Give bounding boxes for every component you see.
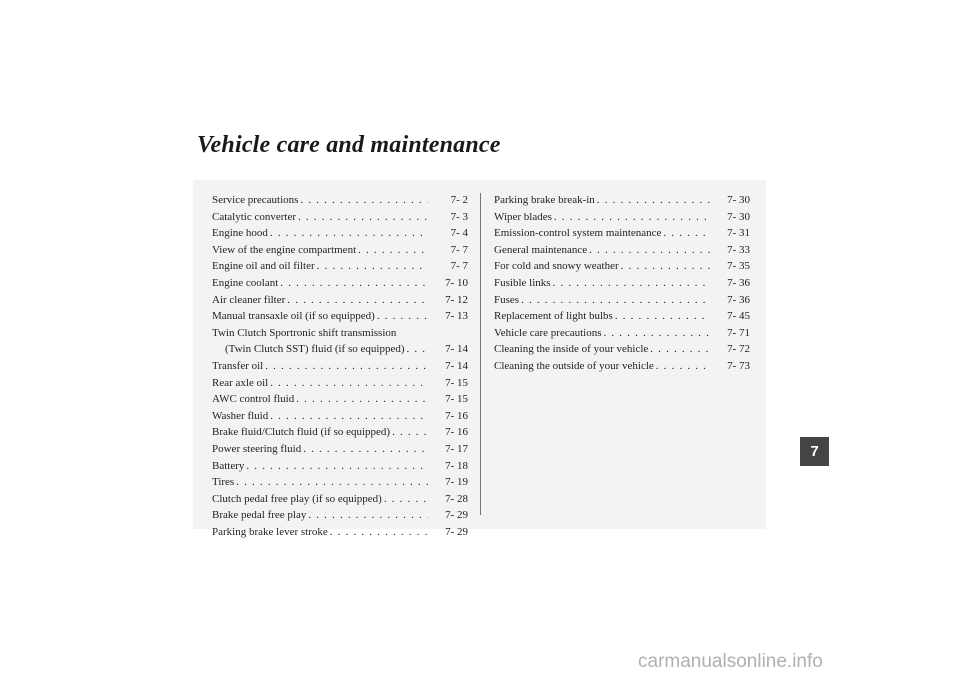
dot-leader: [554, 209, 710, 226]
toc-entry-page: 7- 71: [727, 326, 750, 339]
toc-entry-page: 7- 12: [445, 293, 468, 306]
dot-leader: [663, 225, 710, 242]
dot-leader: [280, 275, 428, 292]
toc-entry[interactable]: [494, 192, 750, 209]
dot-leader: [270, 225, 428, 242]
toc-entry[interactable]: [494, 242, 750, 259]
dot-leader: [392, 424, 428, 441]
toc-entry[interactable]: [494, 292, 750, 309]
dot-leader: [270, 375, 428, 392]
dot-leader: [407, 341, 429, 358]
toc-entry-page: 7- 28: [445, 492, 468, 505]
toc-entry-page: 7- 19: [445, 476, 468, 489]
dot-leader: [597, 192, 710, 209]
toc-entry-page: 7- 3: [450, 210, 468, 223]
toc-entry-page: 7- 29: [445, 525, 468, 538]
toc-entry-page: 7- 73: [727, 359, 750, 372]
toc-entry[interactable]: [494, 325, 750, 342]
dot-leader: [650, 341, 710, 358]
dot-leader: [621, 258, 710, 275]
toc-entry[interactable]: [212, 441, 468, 458]
toc-entry-label: Brake pedal free play: [212, 509, 307, 522]
toc-entry[interactable]: [212, 507, 468, 524]
dot-leader: [377, 308, 428, 325]
dot-leader: [270, 408, 428, 425]
dot-leader: [604, 325, 711, 342]
dot-leader: [384, 491, 428, 508]
dot-leader: [358, 242, 428, 259]
toc-left-column: [212, 192, 468, 540]
toc-entry[interactable]: [212, 308, 468, 325]
toc-entry[interactable]: [494, 209, 750, 226]
toc-entry-label: Battery: [212, 459, 245, 472]
toc-entry[interactable]: [212, 225, 468, 242]
toc-entry-label: Brake fluid/Clutch fluid (if so equipped): [212, 426, 391, 439]
toc-entry-page: 7- 14: [445, 343, 468, 356]
toc-entry-heading-line[interactable]: [212, 325, 468, 342]
dot-leader: [553, 275, 710, 292]
toc-entry-page: 7- 36: [727, 293, 750, 306]
toc-entry-page: 7- 16: [445, 409, 468, 422]
toc-entry-label: Washer fluid: [212, 409, 269, 422]
toc-entry-label: Clutch pedal free play (if so equipped): [212, 492, 382, 505]
toc-entry[interactable]: [212, 524, 468, 541]
toc-entry-page: 7- 35: [727, 260, 750, 273]
toc-entry[interactable]: [212, 408, 468, 425]
toc-entry-page: 7- 13: [445, 310, 468, 323]
toc-entry[interactable]: [494, 308, 750, 325]
watermark-text: carmanualsonline.info: [638, 651, 823, 672]
toc-entry-label: Parking brake break-in: [494, 194, 595, 206]
toc-entry-page: 7- 30: [727, 194, 750, 206]
toc-entry[interactable]: [212, 242, 468, 259]
toc-entry-page: 7- 14: [445, 359, 468, 372]
toc-entry[interactable]: [212, 275, 468, 292]
dot-leader: [615, 308, 710, 325]
toc-entry[interactable]: [494, 275, 750, 292]
toc-entry-label: General maintenance: [494, 243, 588, 256]
toc-entry-label: For cold and snowy weather: [494, 260, 619, 273]
toc-entry-label: Rear axle oil: [212, 376, 269, 389]
toc-entry-label: Cleaning the inside of your vehicle: [494, 343, 649, 356]
toc-entry-page: 7- 29: [445, 509, 468, 522]
toc-entry-page: 7- 16: [445, 426, 468, 439]
toc-entry[interactable]: [494, 341, 750, 358]
toc-entry-label: Engine hood: [212, 227, 268, 240]
dot-leader: [656, 358, 710, 375]
toc-entry[interactable]: [212, 424, 468, 441]
toc-entry-label: Air cleaner filter: [212, 293, 286, 306]
toc-entry-label: Cleaning the outside of your vehicle: [494, 359, 654, 372]
toc-entry-label: View of the engine compartment: [212, 243, 357, 256]
toc-entry-label: Transfer oil: [212, 359, 264, 372]
toc-entry-page: 7- 17: [445, 442, 468, 455]
dot-leader: [589, 242, 710, 259]
toc-entry-label: Wiper blades: [494, 210, 552, 223]
toc-entry-label: Twin Clutch Sportronic shift transmission: [212, 326, 397, 339]
toc-entry[interactable]: [494, 358, 750, 375]
toc-entry-continuation[interactable]: [212, 341, 468, 358]
toc-entry-page: 7- 36: [727, 276, 750, 289]
toc-entry-page: 7- 4: [450, 227, 468, 240]
toc-entry[interactable]: [212, 209, 468, 226]
toc-entry-page: 7- 15: [445, 393, 468, 406]
toc-entry-page: 7- 31: [727, 227, 750, 240]
toc-entry-page: 7- 7: [450, 260, 468, 273]
toc-entry-page: 7- 2: [450, 194, 468, 206]
toc-right-column: [494, 192, 750, 375]
toc-entry[interactable]: [494, 258, 750, 275]
toc-entry-label: AWC control fluid: [212, 393, 295, 406]
toc-entry[interactable]: [212, 192, 468, 209]
toc-entry-label: Fuses: [494, 293, 520, 306]
dot-leader: [300, 192, 428, 209]
dot-leader: [287, 292, 428, 309]
dot-leader: [308, 507, 428, 524]
toc-entry-page: 7- 30: [727, 210, 750, 223]
toc-entry-label: Catalytic converter: [212, 210, 296, 223]
toc-entry-label: Power steering fluid: [212, 442, 302, 455]
toc-entry-page: 7- 10: [445, 276, 468, 289]
toc-entry[interactable]: [212, 292, 468, 309]
toc-entry[interactable]: [212, 474, 468, 491]
toc-entry-label: Service precautions: [212, 194, 299, 206]
toc-entry-label: Engine oil and oil filter: [212, 260, 315, 273]
page-title: Vehicle care and maintenance: [197, 132, 501, 158]
dot-leader: [317, 258, 428, 275]
dot-leader: [298, 209, 428, 226]
toc-entry-label: Engine coolant: [212, 276, 279, 289]
toc-entry-label: Fusible links: [494, 276, 551, 289]
toc-entry[interactable]: [212, 375, 468, 392]
toc-entry-label: (Twin Clutch SST) fluid (if so equipped): [225, 343, 405, 356]
dot-leader: [296, 391, 428, 408]
toc-entry-page: 7- 72: [727, 343, 750, 356]
dot-leader: [330, 524, 428, 541]
toc-entry[interactable]: [494, 225, 750, 242]
toc-entry[interactable]: [212, 258, 468, 275]
chapter-tab: 7: [800, 437, 829, 466]
toc-entry[interactable]: [212, 391, 468, 408]
toc-entry-page: 7- 7: [450, 243, 468, 256]
toc-entry[interactable]: [212, 358, 468, 375]
dot-leader: [246, 458, 428, 475]
toc-entry-page: 7- 15: [445, 376, 468, 389]
dot-leader: [303, 441, 428, 458]
toc-entry-label: Emission-control system maintenance: [494, 227, 662, 240]
dot-leader: [265, 358, 428, 375]
column-divider: [480, 193, 481, 515]
toc-entry-label: Parking brake lever stroke: [212, 525, 328, 538]
toc-entry-page: 7- 18: [445, 459, 468, 472]
toc-entry-label: Manual transaxle oil (if so equipped): [212, 310, 375, 323]
dot-leader: [521, 292, 710, 309]
toc-entry[interactable]: [212, 458, 468, 475]
toc-entry[interactable]: [212, 491, 468, 508]
toc-entry-page: 7- 45: [727, 310, 750, 323]
toc-entry-label: Replacement of light bulbs: [494, 310, 613, 323]
toc-entry-label: Tires: [212, 476, 235, 489]
toc-entry-page: 7- 33: [727, 243, 750, 256]
toc-entry-label: Vehicle care precautions: [494, 326, 602, 339]
dot-leader: [236, 474, 428, 491]
